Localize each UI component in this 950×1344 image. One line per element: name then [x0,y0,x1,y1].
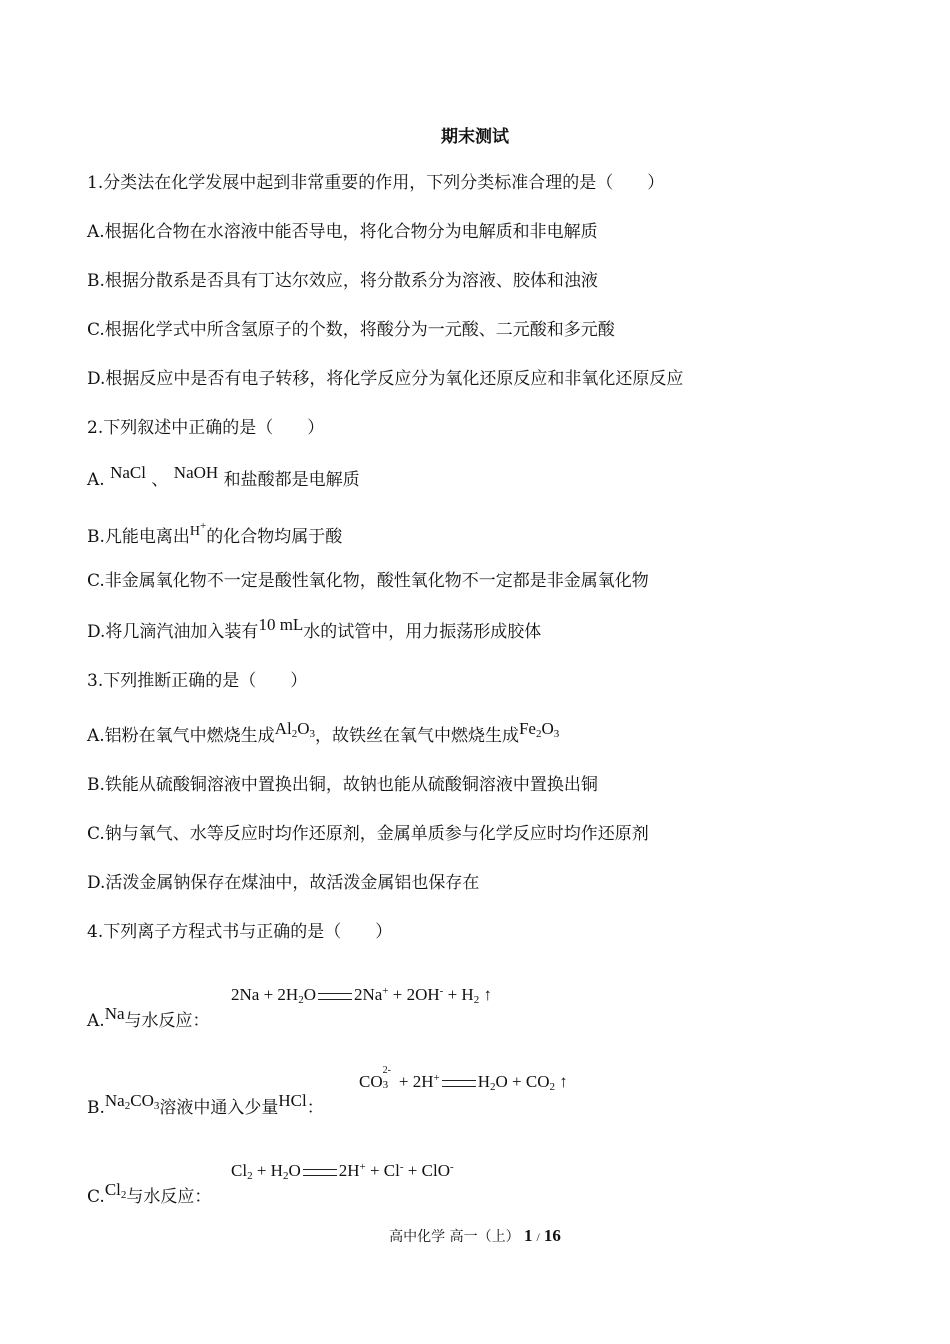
eq-term: CO [359,1072,383,1091]
formula-na2co3 [105,1091,159,1110]
ion-symbol: H [189,524,201,539]
eq-term: O [288,1161,301,1180]
page-title: 期末测试 [441,127,509,147]
formula-h-ion [189,520,207,539]
question-4-option-c [87,1180,212,1213]
question-3-option-c: C.钠与氧气、水等反应时均作还原剂，金属单质参与化学反应时均作还原剂 [87,824,649,844]
question-3-option-a [87,719,560,752]
formula-al2o3 [275,719,315,738]
question-2-option-b [87,522,342,550]
element-fe: Fe [518,719,536,738]
equation-b [359,1065,568,1093]
eq-term: Cl [231,1161,248,1180]
subscript: 3 [382,1079,389,1091]
charge: + [359,1161,366,1173]
eq-term: O + CO [495,1072,550,1091]
question-4-option-b [87,1091,324,1124]
subscript: 2 [535,728,542,740]
question-2-stem: 2.下列叙述中正确的是（ ） [87,418,325,438]
equals-sign [303,1169,337,1176]
option-text-mid: ，故铁丝在氧气中燃烧生成 [314,726,519,746]
formula-na: Na [104,1004,125,1023]
element-cl: Cl [104,1180,121,1199]
charge: - [449,1161,454,1173]
charge: + [433,1072,440,1084]
formula-nacl: NaCl [110,463,146,482]
question-1-option-c: C.根据化学式中所含氢原子的个数，将酸分为一元酸、二元酸和多元酸 [87,320,615,340]
option-text: 与水反应： [124,1011,210,1031]
subscript: 2 [124,1100,131,1112]
subscript: 2 [298,994,304,1006]
subscript: 3 [553,728,560,740]
footer-label: 高中化学 高一（上） [389,1229,520,1245]
question-3-option-b: B.铁能从硫酸铜溶液中置换出铜，故钠也能从硫酸铜溶液中置换出铜 [87,775,598,795]
quantity-10ml: 10 mL [258,615,304,634]
eq-term: + ClO [403,1161,450,1180]
page-separator: / [536,1230,540,1244]
element-o: O [297,719,310,738]
question-1-option-b: B.根据分散系是否具有丁达尔效应，将分散系分为溶液、胶体和浊液 [87,271,598,291]
formula-naoh: NaOH [173,463,219,482]
element-na: Na [104,1091,125,1110]
charge-stack [382,1065,395,1091]
element-o: O [541,719,554,738]
question-1-stem: 1.分类法在化学发展中起到非常重要的作用，下列分类标准合理的是（ ） [87,173,665,193]
eq-term: + Cl [365,1161,400,1180]
eq-term: 2H [338,1161,360,1180]
page-footer [0,1226,950,1246]
eq-term: + 2H [394,1072,434,1091]
eq-term: + H [252,1161,283,1180]
subscript: 2 [247,1170,253,1182]
eq-term: 2Na + 2H [231,985,299,1004]
eq-term: + 2OH [388,985,440,1004]
charge: - [439,985,444,997]
gas-arrow: ↑ [479,985,492,1004]
option-text-tail: 的化合物均属于酸 [206,527,343,547]
charge: + [382,985,389,997]
subscript: 2 [549,1081,555,1093]
option-text: 和盐酸都是电解质 [223,470,360,490]
eq-term: H [477,1072,490,1091]
formula-hcl: HCl [278,1091,307,1110]
formula-fe2o3 [519,719,559,738]
question-1-option-a: A.根据化合物在水溶液中能否导电，将化合物分为电解质和非电解质 [87,222,598,242]
question-4-stem: 4.下列离子方程式书与正确的是（ ） [87,922,393,942]
equals-sign [318,993,352,1000]
option-text: 与水反应： [126,1187,212,1207]
question-2-option-a [87,463,360,491]
option-label: A. [87,1011,105,1031]
eq-term: O [303,985,316,1004]
formula-cl2 [105,1180,127,1199]
subscript: 3 [153,1100,160,1112]
question-2-option-c: C.非金属氧化物不一定是酸性氧化物，酸性氧化物不一定都是非金属氧化物 [87,571,649,591]
subscript: 3 [309,728,315,740]
element-al: Al [274,719,292,738]
eq-term: + H [443,985,474,1004]
equation-a [231,985,492,1006]
eq-term: 2Na [353,985,383,1004]
charge: 2- [382,1065,391,1076]
question-2-option-d [87,615,542,643]
option-text: A.铝粉在氧气中燃烧生成 [87,726,275,746]
option-label: A. [87,470,105,490]
subscript: 2 [282,1170,289,1182]
option-text-tail: ： [306,1098,324,1118]
question-4-option-a [87,1004,210,1032]
page-number: 1 [524,1226,533,1245]
question-3-option-d: D.活泼金属钠保存在煤油中，故活泼金属铝也保存在 [87,873,480,893]
question-3-stem: 3.下列推断正确的是（ ） [87,671,308,691]
ion-charge: + [200,520,207,532]
option-text: D.将几滴汽油加入装有 [87,622,259,642]
option-text: B.凡能电离出 [87,527,190,547]
equation-c [231,1161,454,1182]
option-text: 溶液中通入少量 [159,1098,279,1118]
question-1-option-d: D.根据反应中是否有电子转移，将化学反应分为氧化还原反应和非氧化还原反应 [87,369,684,389]
gas-arrow: ↑ [554,1072,568,1091]
separator: 、 [151,470,169,490]
charge: - [399,1161,404,1173]
subscript: 2 [120,1189,127,1201]
option-label: C. [87,1187,105,1207]
option-label: B. [87,1098,105,1118]
subscript: 2 [473,994,480,1006]
page-total: 16 [543,1226,561,1245]
option-text-tail: 水的试管中，用力振荡形成胶体 [303,622,542,642]
subscript: 2 [490,1081,496,1093]
equals-sign [442,1080,476,1087]
subscript: 2 [291,728,298,740]
group-co: CO [130,1091,154,1110]
